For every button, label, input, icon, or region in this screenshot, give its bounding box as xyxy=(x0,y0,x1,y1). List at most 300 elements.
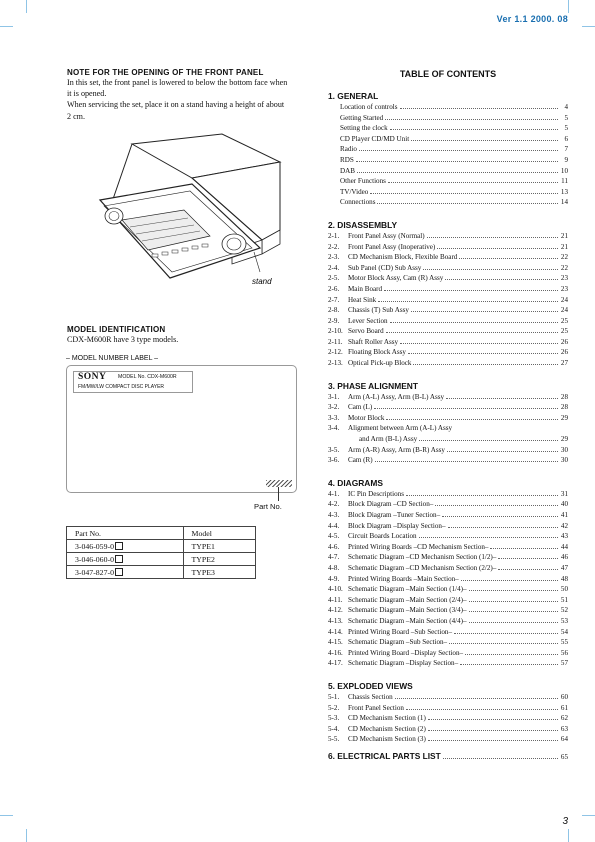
toc-entry[interactable] xyxy=(328,658,568,669)
toc-entry[interactable] xyxy=(328,166,568,177)
toc-page: 44 xyxy=(560,542,568,551)
toc-entry-number: 4-1. xyxy=(328,489,340,498)
toc-leader xyxy=(386,419,558,420)
model-number-label-frame xyxy=(66,365,297,493)
toc-leader xyxy=(384,290,558,291)
part-no-hatch-area xyxy=(266,480,292,487)
toc-entry-text: Block Diagram –CD Section– xyxy=(348,500,434,509)
toc-entry[interactable] xyxy=(328,584,568,595)
toc-page: 29 xyxy=(560,413,568,422)
toc-leader xyxy=(469,622,558,623)
toc-page: 57 xyxy=(560,659,568,668)
toc-entry[interactable] xyxy=(328,102,568,113)
checkbox-glyph xyxy=(115,555,123,563)
toc-entry-text: TV/Video xyxy=(340,187,369,196)
toc-entry[interactable] xyxy=(328,724,568,735)
version-label: Ver 1.1 2000. 08 xyxy=(496,14,568,24)
toc-entry-number: 4-8. xyxy=(328,563,340,572)
toc-leader xyxy=(454,633,558,634)
toc-entry-number: 4-6. xyxy=(328,542,340,551)
toc-leader xyxy=(408,353,558,354)
toc-entry-text: RDS xyxy=(340,155,354,164)
label-product-desc: FM/MW/LW COMPACT DISC PLAYER xyxy=(78,384,165,390)
toc-leader xyxy=(385,119,558,120)
toc-leader xyxy=(411,311,558,312)
toc-entry[interactable] xyxy=(328,605,568,616)
toc-entry-number: 3-5. xyxy=(328,445,340,454)
toc-entry-text: Schematic Diagram –CD Mechanism Section (2/2)– xyxy=(348,563,497,572)
stand-label: stand xyxy=(252,277,272,286)
toc-page: 23 xyxy=(560,274,568,283)
toc-entry[interactable] xyxy=(328,284,568,295)
note-line: In this set, the front panel is lowered to below the bottom face when xyxy=(67,78,288,87)
toc-leader xyxy=(386,332,558,333)
toc-entry-number: 4-13. xyxy=(328,616,343,625)
toc-leader xyxy=(377,203,558,204)
checkbox-glyph xyxy=(115,542,123,550)
toc-page: 24 xyxy=(560,295,568,304)
toc-entry-text: CD Player CD/MD Unit xyxy=(340,134,410,143)
label-model-no: MODEL No. CDX-M600R xyxy=(118,374,177,380)
toc-leader xyxy=(469,601,558,602)
toc-entry[interactable] xyxy=(328,176,568,187)
toc-entry[interactable] xyxy=(328,305,568,316)
toc-entry-number: 3-4. xyxy=(328,424,340,433)
toc-entry-text: Printed Wiring Boards –Main Section– xyxy=(348,574,459,583)
toc-entry-number: 2-6. xyxy=(328,284,340,293)
toc-section-title: 2. DISASSEMBLY xyxy=(328,219,398,230)
toc-entry[interactable] xyxy=(328,423,568,434)
toc-entry-number: 5-3. xyxy=(328,714,340,723)
toc-entry[interactable] xyxy=(328,445,568,456)
toc-entry-number: 4-14. xyxy=(328,627,343,636)
toc-page: 43 xyxy=(560,532,568,541)
table-header-cell: Model xyxy=(183,527,255,540)
toc-page: 56 xyxy=(560,648,568,657)
toc-page: 25 xyxy=(560,316,568,325)
toc-entry-text: CD Mechanism Section (2) xyxy=(348,724,426,733)
toc-entry-text: Motor Block xyxy=(348,413,385,422)
toc-leader xyxy=(459,258,558,259)
table-cell-part-no xyxy=(67,566,184,579)
toc-entry[interactable] xyxy=(328,187,568,198)
toc-entry-number: 2-13. xyxy=(328,359,343,368)
toc-leader xyxy=(357,172,558,173)
part-no-text: 3-047-827-0 xyxy=(75,567,114,577)
toc-entry[interactable] xyxy=(328,648,568,659)
sony-logo: SONY xyxy=(78,372,107,382)
part-no-text: 3-046-059-0 xyxy=(75,541,114,551)
toc-entry-number: 2-4. xyxy=(328,263,340,272)
toc-page: 28 xyxy=(560,392,568,401)
toc-page: 40 xyxy=(560,500,568,509)
unit-on-stand-illustration xyxy=(92,132,292,292)
toc-entry[interactable] xyxy=(328,347,568,358)
toc-page: 6 xyxy=(564,134,568,143)
toc-entry[interactable] xyxy=(328,542,568,553)
toc-entry-number: 2-7. xyxy=(328,295,340,304)
table-row xyxy=(67,566,256,579)
toc-leader xyxy=(390,129,558,130)
toc-page: 21 xyxy=(560,231,568,240)
model-identification-text: CDX-M600R have 3 type models. xyxy=(67,335,179,344)
toc-entry-text: Location of controls xyxy=(340,103,398,111)
toc-entry-number: 4-9. xyxy=(328,574,340,583)
toc-page: 5 xyxy=(564,124,568,133)
toc-page: 65 xyxy=(560,752,568,761)
front-panel-note-title: NOTE FOR THE OPENING OF THE FRONT PANEL xyxy=(67,68,264,77)
table-row xyxy=(67,540,256,553)
toc-entry-number: 5-5. xyxy=(328,735,340,744)
toc-leader xyxy=(469,611,558,612)
corner-mark-bottom-left-v xyxy=(26,829,27,842)
toc-entry-text: Block Diagram –Display Section– xyxy=(348,521,446,530)
toc-entry[interactable] xyxy=(328,489,568,500)
toc-entry-text: Front Panel Assy (Normal) xyxy=(348,231,425,240)
toc-entry-number: 2-8. xyxy=(328,306,340,315)
table-cell-part-no xyxy=(67,553,184,566)
toc-entry-text: Chassis (T) Sub Assy xyxy=(348,306,409,315)
toc-leader xyxy=(445,279,558,280)
corner-mark-bottom-left xyxy=(0,815,13,816)
toc-entry-number: 2-10. xyxy=(328,327,343,336)
toc-entry-number: 4-17. xyxy=(328,659,343,668)
toc-entry[interactable] xyxy=(328,531,568,542)
toc-entry[interactable] xyxy=(328,316,568,327)
toc-leader xyxy=(442,516,558,517)
toc-entry-number: 3-2. xyxy=(328,403,340,412)
toc-page: 51 xyxy=(560,595,568,604)
toc-page: 52 xyxy=(560,606,568,615)
toc-final-title: 6. ELECTRICAL PARTS LIST xyxy=(328,750,441,761)
toc-entry[interactable] xyxy=(328,627,568,638)
checkbox-glyph xyxy=(115,568,123,576)
toc-page: 41 xyxy=(560,511,568,519)
toc-entry-number: 2-11. xyxy=(328,337,343,346)
toc-section-title: 5. EXPLODED VIEWS xyxy=(328,680,413,691)
toc-entry[interactable] xyxy=(328,134,568,145)
toc-page: 47 xyxy=(560,563,568,572)
toc-entry[interactable] xyxy=(328,455,568,466)
part-no-text: 3-046-060-0 xyxy=(75,554,114,564)
toc-entry-number: 4-3. xyxy=(328,511,340,519)
toc-section-title: 4. DIAGRAMS xyxy=(328,477,383,488)
toc-leader xyxy=(427,237,558,238)
toc-entry-text: Heat Sink xyxy=(348,295,377,304)
toc-leader xyxy=(375,461,558,462)
toc-leader xyxy=(428,740,558,741)
toc-page: 25 xyxy=(560,327,568,336)
toc-page: 31 xyxy=(560,489,568,498)
toc-entry-number: 4-15. xyxy=(328,638,343,647)
toc-entry[interactable] xyxy=(328,197,568,208)
toc-page: 27 xyxy=(560,359,568,368)
toc-entry-text: Cam (L) xyxy=(348,403,373,412)
toc-entry-text: CD Mechanism Block, Flexible Board xyxy=(348,253,458,262)
toc-entry[interactable] xyxy=(328,713,568,724)
part-no-leader-line xyxy=(278,487,279,501)
corner-mark-top-right-v xyxy=(568,0,569,13)
toc-entry-number: 5-4. xyxy=(328,724,340,733)
toc-entry-number: 5-1. xyxy=(328,692,340,701)
toc-entry-text: Lever Section xyxy=(348,316,388,325)
toc-entry[interactable] xyxy=(328,637,568,648)
toc-leader xyxy=(428,719,558,720)
toc-entry-text: Circuit Boards Location xyxy=(348,532,417,541)
corner-mark-bottom-right-v xyxy=(568,829,569,842)
toc-leader xyxy=(465,654,558,655)
label-brand-box xyxy=(73,371,193,393)
toc-entry-number: 2-3. xyxy=(328,253,340,262)
toc-page: 55 xyxy=(560,638,568,647)
toc-entry-text: Optical Pick-up Block xyxy=(348,359,412,368)
toc-entry-number: 2-9. xyxy=(328,316,340,325)
toc-leader xyxy=(428,730,558,731)
toc-entry[interactable] xyxy=(328,595,568,606)
toc-entry[interactable] xyxy=(328,295,568,306)
toc-page: 14 xyxy=(560,198,568,207)
toc-leader xyxy=(400,108,558,109)
toc-page: 7 xyxy=(564,145,568,154)
toc-entry[interactable] xyxy=(328,337,568,348)
toc-page: 23 xyxy=(560,284,568,293)
toc-page: 22 xyxy=(560,263,568,272)
toc-entry-text: Front Panel Assy (Inoperative) xyxy=(348,242,436,251)
toc-entry-number: 4-2. xyxy=(328,500,340,509)
table-cell-model: TYPE3 xyxy=(183,566,255,579)
toc-entry-number: 3-6. xyxy=(328,456,340,465)
toc-page: 60 xyxy=(560,692,568,701)
note-line: When servicing the set, place it on a stand having a height of about xyxy=(67,100,285,110)
toc-entry-number: 4-11. xyxy=(328,595,343,604)
toc-page: 5 xyxy=(564,113,568,122)
toc-entry-text: and Arm (B-L) Assy xyxy=(359,435,418,444)
toc-entry-number: 2-5. xyxy=(328,274,340,283)
toc-leader xyxy=(448,527,558,528)
toc-entry-text: Shaft Roller Assy xyxy=(348,337,399,346)
front-panel-note xyxy=(67,68,307,122)
note-line: it is opened. xyxy=(67,89,107,99)
table-cell-part-no xyxy=(67,540,184,553)
toc-page: 4 xyxy=(564,103,568,111)
toc-page: 30 xyxy=(560,445,568,454)
note-line: 2 cm. xyxy=(67,111,85,121)
toc-leader xyxy=(447,451,558,452)
toc-entry[interactable] xyxy=(328,263,568,274)
toc-page: 46 xyxy=(560,553,568,562)
toc-entry[interactable] xyxy=(328,252,568,263)
toc-entry-text: Radio xyxy=(340,145,357,154)
toc-leader xyxy=(449,643,558,644)
table-header-cell: Part No. xyxy=(67,527,184,540)
table-cell-model: TYPE2 xyxy=(183,553,255,566)
toc-entry[interactable] xyxy=(328,231,568,242)
model-parts-table xyxy=(66,526,256,579)
toc-leader xyxy=(437,248,558,249)
corner-mark-top-right xyxy=(582,26,595,27)
toc-page: 26 xyxy=(560,348,568,357)
toc-entry[interactable] xyxy=(328,616,568,627)
toc-page: 64 xyxy=(560,735,568,744)
toc-leader xyxy=(400,343,558,344)
toc-body xyxy=(328,91,568,745)
toc-entry-text: Getting Started xyxy=(340,113,384,122)
toc-section-title: 1. GENERAL xyxy=(328,91,379,101)
toc-entry[interactable] xyxy=(328,692,568,703)
model-identification xyxy=(67,325,307,345)
toc-entry-text: Motor Block Assy, Cam (R) Assy xyxy=(348,274,444,283)
toc-entry-number: 4-10. xyxy=(328,585,343,594)
toc-entry[interactable] xyxy=(328,510,568,521)
toc-entry-text: Servo Board xyxy=(348,327,384,336)
part-no-callout: Part No. xyxy=(254,502,282,511)
toc-entry-text: Chassis Section xyxy=(348,692,393,701)
toc-entry-text: Printed Wiring Boards –CD Mechanism Section– xyxy=(348,542,489,551)
toc-leader xyxy=(370,193,558,194)
toc-leader xyxy=(490,548,558,549)
toc-entry-text: Schematic Diagram –Main Section (2/4)– xyxy=(348,595,467,604)
toc-entry-number: 2-2. xyxy=(328,242,340,251)
toc-leader xyxy=(498,558,558,559)
toc-page: 48 xyxy=(560,574,568,583)
toc-page: 30 xyxy=(560,456,568,465)
toc-entry-text: IC Pin Descriptions xyxy=(348,489,404,498)
toc-leader xyxy=(461,580,558,581)
toc-entry-text: Printed Wiring Board –Display Section– xyxy=(348,648,464,657)
toc-leader xyxy=(498,569,558,570)
toc-entry-number: 4-16. xyxy=(328,648,343,657)
toc-entry[interactable] xyxy=(328,113,568,124)
toc-entry-text: Floating Block Assy xyxy=(348,348,406,357)
toc-page: 10 xyxy=(560,166,568,175)
toc-leader xyxy=(446,398,558,399)
toc-page: 24 xyxy=(560,306,568,315)
toc-entry-text: Connections xyxy=(340,198,376,207)
toc-leader xyxy=(435,505,558,506)
toc-leader xyxy=(388,182,558,183)
toc-title: TABLE OF CONTENTS xyxy=(399,69,497,79)
toc-entry-text: Sub Panel (CD) Sub Assy xyxy=(348,263,422,272)
toc-entry-text: Cam (R) xyxy=(348,456,373,465)
toc-entry[interactable] xyxy=(328,499,568,510)
toc-leader xyxy=(443,758,558,759)
table-cell-model: TYPE1 xyxy=(183,540,255,553)
toc-entry[interactable] xyxy=(328,392,568,403)
toc-entry[interactable] xyxy=(328,574,568,585)
toc-page: 9 xyxy=(564,155,568,164)
page-number: 3 xyxy=(562,816,568,827)
model-number-label-title: – MODEL NUMBER LABEL – xyxy=(66,355,159,362)
toc-entry-text: Printed Wiring Board –Sub Section– xyxy=(348,627,453,636)
toc-leader xyxy=(419,537,558,538)
toc-entry[interactable] xyxy=(328,552,568,563)
toc-entry-text: Alignment between Arm (A-L) Assy xyxy=(348,424,453,433)
toc-page: 54 xyxy=(560,627,568,636)
toc-page: 62 xyxy=(560,714,568,723)
toc-page: 21 xyxy=(560,242,568,251)
toc-entry[interactable] xyxy=(328,144,568,155)
corner-mark-top-left xyxy=(0,26,13,27)
toc-entry-text: CD Mechanism Section (3) xyxy=(348,735,426,744)
toc-entry[interactable] xyxy=(328,326,568,337)
toc-entry[interactable] xyxy=(328,734,568,745)
toc-entry[interactable] xyxy=(328,521,568,532)
toc-section-title: 3. PHASE ALIGNMENT xyxy=(328,380,418,391)
toc-entry-number: 4-4. xyxy=(328,521,340,530)
toc-entry[interactable] xyxy=(328,434,568,445)
model-identification-title: MODEL IDENTIFICATION xyxy=(67,325,166,334)
toc-entry[interactable] xyxy=(328,413,568,424)
toc-entry-number: 2-1. xyxy=(328,231,340,240)
toc-entry[interactable] xyxy=(328,563,568,574)
toc-page: 26 xyxy=(560,337,568,346)
table-row xyxy=(67,553,256,566)
toc-entry-text: Main Board xyxy=(348,284,383,293)
toc-entry-number: 4-5. xyxy=(328,532,340,541)
table-header-row xyxy=(67,527,256,540)
toc-entry-number: 4-12. xyxy=(328,606,343,615)
toc-entry-number: 2-12. xyxy=(328,348,343,357)
toc-entry[interactable] xyxy=(328,242,568,253)
corner-mark-bottom-right xyxy=(582,815,595,816)
toc-page: 13 xyxy=(560,187,568,196)
toc-leader xyxy=(356,161,558,162)
toc-page: 63 xyxy=(560,724,568,733)
toc-entry-number: 3-1. xyxy=(328,392,340,401)
toc-entry[interactable] xyxy=(328,703,568,714)
corner-mark-top-left-v xyxy=(26,0,27,13)
toc-entry-text: Front Panel Section xyxy=(348,703,404,712)
toc-page: 53 xyxy=(560,616,568,625)
toc-entry[interactable] xyxy=(328,273,568,284)
toc-entry-number: 4-7. xyxy=(328,553,340,562)
toc-leader xyxy=(390,322,558,323)
toc-entry-text: Schematic Diagram –Main Section (3/4)– xyxy=(348,606,467,615)
toc-leader xyxy=(419,440,558,441)
toc-page: 29 xyxy=(560,435,568,444)
toc-entry[interactable] xyxy=(328,155,568,166)
toc-page: 11 xyxy=(561,177,568,186)
toc-entry[interactable] xyxy=(328,358,568,369)
toc-leader xyxy=(406,495,558,496)
toc-entry[interactable] xyxy=(328,123,568,134)
toc-leader xyxy=(411,140,558,141)
toc-entry-text: Schematic Diagram –Sub Section– xyxy=(348,638,448,647)
toc-entry[interactable] xyxy=(328,402,568,413)
toc-page: 22 xyxy=(560,253,568,262)
toc-final-entry[interactable] xyxy=(328,751,568,762)
toc-leader xyxy=(406,709,558,710)
toc-entry-text: Schematic Diagram –Main Section (1/4)– xyxy=(348,585,467,594)
toc-entry-text: Schematic Diagram –Display Section– xyxy=(348,659,459,668)
toc-page: 61 xyxy=(560,703,568,712)
toc-page: 50 xyxy=(560,585,568,594)
toc-entry-text: Schematic Diagram –CD Mechanism Section (1/2)– xyxy=(348,553,497,562)
toc-entry-text: DAB xyxy=(340,166,355,175)
toc-entry-number: 3-3. xyxy=(328,413,340,422)
toc-leader xyxy=(359,150,558,151)
toc-entry-text: Block Diagram –Tuner Section– xyxy=(348,511,441,519)
toc-leader xyxy=(413,364,558,365)
toc-entry-text: Arm (A-R) Assy, Arm (B-R) Assy xyxy=(348,445,445,454)
toc-page: 28 xyxy=(560,403,568,412)
toc-leader xyxy=(423,269,558,270)
toc-leader xyxy=(460,664,558,665)
toc-entry-text: Schematic Diagram –Main Section (4/4)– xyxy=(348,616,467,625)
toc-entry-text: Setting the clock xyxy=(340,124,388,133)
toc-entry-text: Arm (A-L) Assy, Arm (B-L) Assy xyxy=(348,392,445,401)
table-of-contents xyxy=(328,66,568,761)
